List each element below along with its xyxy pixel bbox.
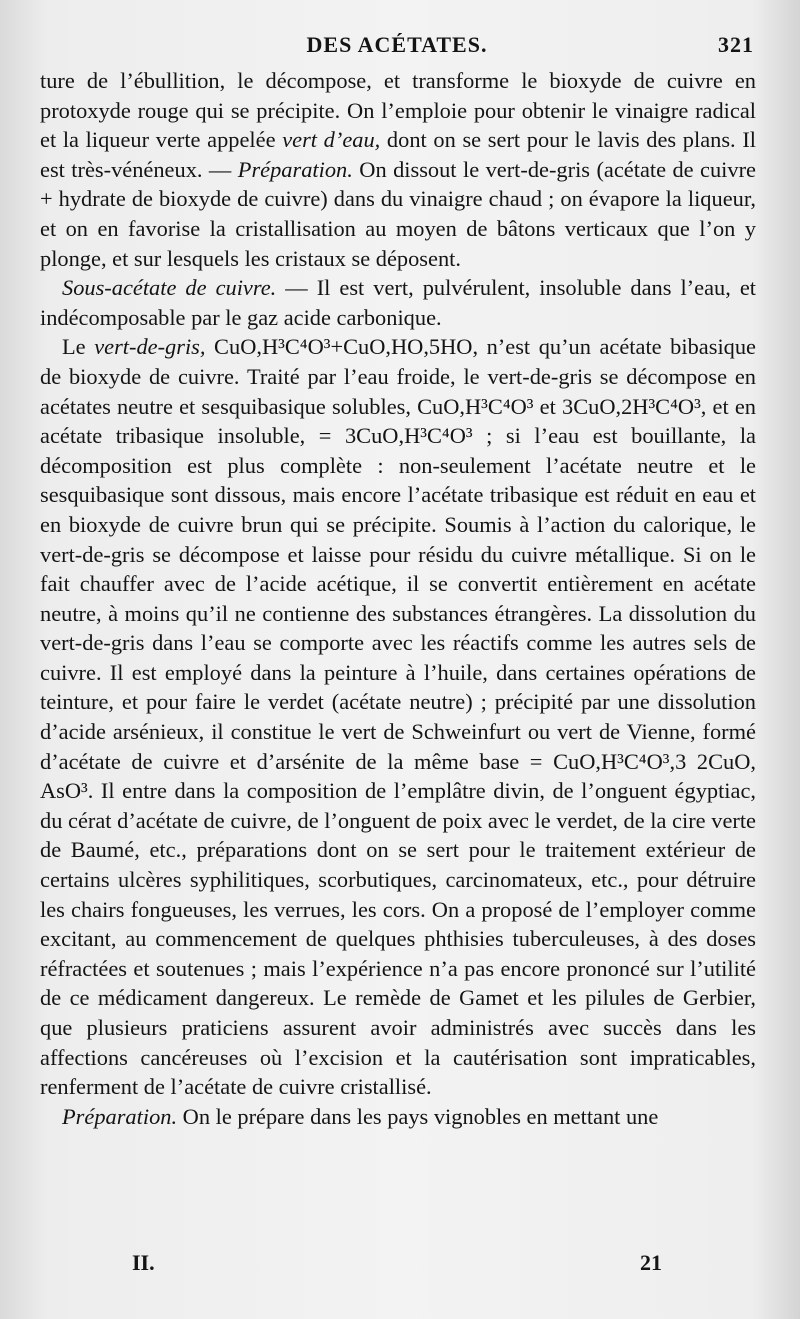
paragraph-text: — Il est vert, pulvérulent, insoluble dans l’eau, et indécomposable par le gaz acide carbonique. <box>40 275 756 330</box>
paragraph-vert-de-gris <box>40 332 756 1101</box>
page-number: 321 <box>718 32 754 57</box>
paragraph-text: ture de l’ébullition, le décompose, et transforme le bioxyde de cuivre en protoxyde rouge qui se précipite. On l’emploie pour obtenir le vinaigre radical et la liqueur verte appelée <box>40 68 756 153</box>
paragraph-verdet <box>40 66 756 273</box>
signature-mark: 21 <box>640 1250 662 1275</box>
page-header <box>40 32 754 64</box>
body-text <box>40 66 756 1131</box>
italic-label-preparation: Préparation. <box>237 156 353 182</box>
paragraph-text: On dissout le vert-de-gris (acétate de cuivre + hydrate de bioxyde de cuivre) dans du vinaigre chaud ; on évapore la liqueur, et on en favorise la cristallisation au moyen de bâtons verticaux que l’on y plonge, et sur lesquels les cristaux se déposent. <box>40 156 756 271</box>
paragraph-sous-acetate <box>40 273 756 332</box>
paragraph-preparation <box>40 1102 756 1132</box>
paragraph-text: Le <box>62 334 95 360</box>
italic-heading-sous-acetate: Sous-acétate de cuivre. <box>62 275 277 301</box>
italic-term-vert-d-eau: vert d’eau, <box>282 127 381 153</box>
paragraph-text: CuO,H³C⁴O³+CuO,HO,5HO, n’est qu’un acétate bibasique de bioxyde de cuivre. Traité par l’eau froide, le vert-de-gris se décompose en acétates neutre et sesquibasique solubles, CuO,H³C⁴O³ et 3CuO,2H³C⁴O³, et en acétate tribasique insoluble, = 3CuO,H³C⁴O³ ; si l’eau est bouillante, la décomposition est plus complète : non-seulement l’acétate neutre et le sesquibasique sont dissous, mais encore l’acétate tribasique est réduit en eau et en bioxyde de cuivre brun qui se précipite. Soumis à l’action du calorique, le vert-de-gris se décompose et laisse pour résidu du cuivre métallique. Si on le fait chauffer avec de l’acide acétique, il se convertit entièrement en acétate neutre, à moins qu’il ne contienne des substances étrangères. La dissolution du vert-de-gris dans l’eau se comporte avec les réactifs comme les autres sels de cuivre. Il est employé dans la peinture à l’huile, dans certaines opérations de teinture, et pour faire le verdet (acétate neutre) ; précipité par une dissolution d’acide arsénieux, il constitue le vert de Schweinfurt ou vert de Vienne, formé d’acétate de cuivre et d’arsénite de la même base = CuO,H³C⁴O³,3 2CuO, AsO³. Il entre dans la composition de l’emplâtre divin, de l’onguent égyptiac, du cérat d’acétate de cuivre, de l’onguent de poix avec le verdet, de la cire verte de Baumé, etc., préparations dont on se sert pour le traitement extérieur de certains ulcères syphilitiques, scorbutiques, carcinomateux, etc., pour détruire les chairs fongueuses, les verrues, les cors. On a proposé de l’employer comme excitant, au commencement de quelques phthisies tuberculeuses, à des doses réfractées et soutenues ; mais l’expérience n’a pas encore prononcé sur l’utilité de ce médicament dangereux. Le remède de Gamet et les pilules de Gerbier, que plusieurs praticiens assurent avoir administrés avec succès dans les affections cancéreuses où l’excision et la cautérisation sont impraticables, renferment de l’acétate de cuivre cristallisé. <box>40 334 756 1100</box>
paragraph-text: dont on se sert pour le lavis des plans. Il est très-vénéneux. — <box>40 127 756 182</box>
volume-number: II. <box>132 1250 155 1275</box>
italic-term-vert-de-gris: vert-de-gris, <box>94 334 206 360</box>
italic-heading-preparation: Préparation. <box>62 1103 178 1129</box>
paragraph-text: On le prépare dans les pays vignobles en mettant une <box>177 1103 659 1129</box>
running-title: DES ACÉTATES. <box>306 32 488 57</box>
